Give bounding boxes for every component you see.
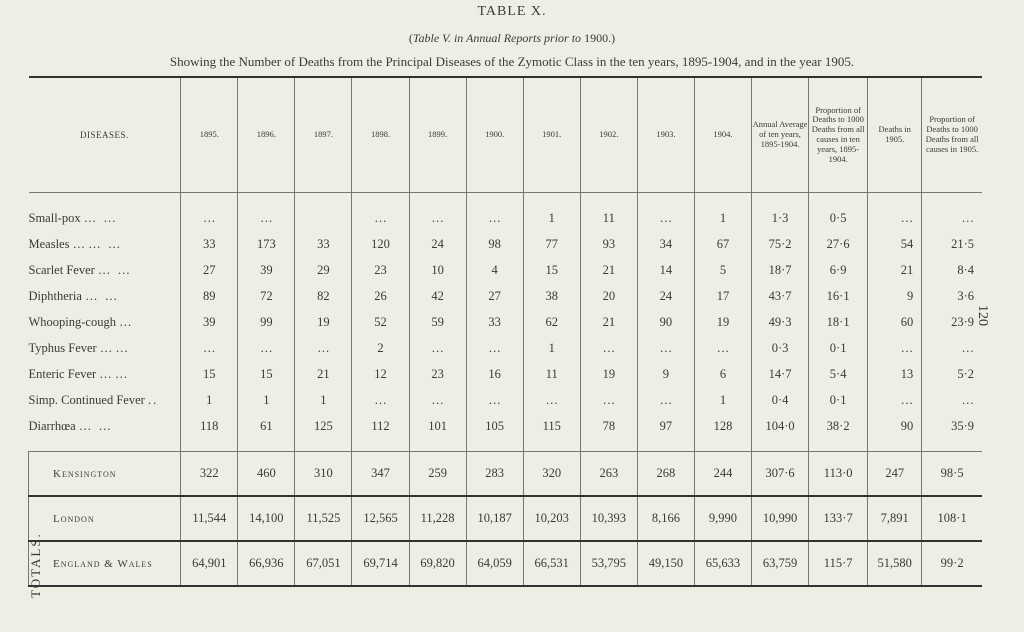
spacer-cell [466,193,523,206]
table-row [29,231,983,257]
table-row [29,257,983,283]
page-number: 120 [975,305,990,326]
spacer-cell [352,193,409,206]
totals-row [29,541,983,586]
totals-value-cell: 66,531 [523,541,580,586]
header-deaths-1905: Deaths in 1905. [868,77,922,193]
value-cell: 0·5 [809,205,868,231]
totals-value-cell: 244 [694,452,751,497]
value-cell: … [922,387,982,413]
value-cell: 0·1 [809,387,868,413]
spacer-cell [809,193,868,206]
totals-value-cell: 69,714 [352,541,409,586]
leader-dots: … … [78,418,113,433]
value-cell: 18·1 [809,309,868,335]
value-cell: 0·1 [809,335,868,361]
value-cell: 16 [466,361,523,387]
value-cell: 13 [868,361,922,387]
disease-name: Simp. Continued Fever [28,392,145,407]
value-cell: 33 [295,231,352,257]
value-cell: … [868,205,922,231]
value-cell: … [637,387,694,413]
totals-value-cell: 65,633 [694,541,751,586]
header-year: 1900. [466,77,523,193]
value-cell: 15 [181,361,238,387]
totals-value-cell: 64,059 [466,541,523,586]
header-year: 1904. [694,77,751,193]
totals-value-cell: 113·0 [809,452,868,497]
disease-name-cell [29,387,181,413]
spacer-cell [922,439,982,452]
value-cell: 9 [637,361,694,387]
value-cell: 99 [238,309,295,335]
value-cell: 72 [238,283,295,309]
spacer-cell [809,439,868,452]
value-cell: 1·3 [752,205,809,231]
value-cell: 1 [523,335,580,361]
value-cell: 75·2 [752,231,809,257]
value-cell: 125 [295,413,352,439]
totals-name: England & Wales [29,541,181,586]
value-cell: 27 [466,283,523,309]
value-cell: … [922,205,982,231]
spacer-cell [238,193,295,206]
spacer-cell [295,439,352,452]
value-cell: … [580,387,637,413]
disease-name: Whooping-cough [28,314,116,329]
disease-name: Typhus Fever … [28,340,113,355]
value-cell: 23·9 [922,309,982,335]
totals-value-cell: 11,228 [409,496,466,541]
totals-value-cell: 307·6 [752,452,809,497]
value-cell: 43·7 [752,283,809,309]
totals-value-cell: 51,580 [868,541,922,586]
totals-value-cell: 53,795 [580,541,637,586]
value-cell: 128 [694,413,751,439]
value-cell: 21 [295,361,352,387]
value-cell: 12 [352,361,409,387]
value-cell: 5·4 [809,361,868,387]
totals-value-cell: 67,051 [295,541,352,586]
value-cell: … [181,335,238,361]
value-cell: 1 [694,205,751,231]
spacer-cell [238,439,295,452]
table-row [29,283,983,309]
totals-value-cell: 11,525 [295,496,352,541]
value-cell: 15 [523,257,580,283]
totals-value-cell: 9,990 [694,496,751,541]
totals-value-cell: 320 [523,452,580,497]
header-proportion-1905: Proportion of Deaths to 1000 Deaths from all causes in 1905. [922,77,982,193]
table-row [29,205,983,231]
disease-name-cell [29,413,181,439]
spacer-cell [868,439,922,452]
value-cell: 104·0 [752,413,809,439]
value-cell: 18·7 [752,257,809,283]
spacer-cell [181,439,238,452]
table-row [29,387,983,413]
value-cell: 16·1 [809,283,868,309]
value-cell: 23 [409,361,466,387]
totals-value-cell: 263 [580,452,637,497]
value-cell: 14 [637,257,694,283]
value-cell: … [580,335,637,361]
value-cell: … [352,205,409,231]
table-subtitle [0,31,1024,46]
totals-value-cell: 11,544 [181,496,238,541]
spacer-cell [29,193,181,206]
value-cell: 49·3 [752,309,809,335]
value-cell: 105 [466,413,523,439]
value-cell: 1 [238,387,295,413]
value-cell: 27 [181,257,238,283]
spacer-cell [752,439,809,452]
value-cell: … [238,205,295,231]
value-cell: 2 [352,335,409,361]
totals-value-cell: 268 [637,452,694,497]
spacer-cell [409,193,466,206]
value-cell: 21·5 [922,231,982,257]
spacer-cell [523,439,580,452]
value-cell: 20 [580,283,637,309]
spacer-cell [523,193,580,206]
disease-name-cell [29,283,181,309]
value-cell: 93 [580,231,637,257]
totals-value-cell: 115·7 [809,541,868,586]
disease-name: Measles … [28,236,86,251]
value-cell: 11 [580,205,637,231]
value-cell: 4 [466,257,523,283]
value-cell: 82 [295,283,352,309]
spacer-row [29,439,983,452]
totals-name: London [29,496,181,541]
value-cell: 67 [694,231,751,257]
spacer-cell [637,439,694,452]
value-cell: … [466,335,523,361]
totals-value-cell: 98·5 [922,452,982,497]
leader-dots: … … [97,262,133,277]
disease-name-cell [29,361,181,387]
value-cell: 97 [637,413,694,439]
value-cell: … [868,335,922,361]
value-cell: 38 [523,283,580,309]
totals-value-cell: 49,150 [637,541,694,586]
totals-vertical-label: TOTALS. [28,532,43,598]
value-cell: 98 [466,231,523,257]
totals-value-cell: 69,820 [409,541,466,586]
value-cell: 1 [181,387,238,413]
value-cell: 89 [181,283,238,309]
value-cell: 11 [523,361,580,387]
totals-value-cell: 347 [352,452,409,497]
disease-name: Small-pox [28,210,81,225]
value-cell: 10 [409,257,466,283]
value-cell: 24 [637,283,694,309]
totals-value-cell: 66,936 [238,541,295,586]
value-cell: 19 [580,361,637,387]
value-cell: 14·7 [752,361,809,387]
leader-dots: … … [85,288,120,303]
leader-dots: .. [147,392,159,407]
value-cell: 21 [580,257,637,283]
leader-dots: … [114,366,130,381]
spacer-cell [295,193,352,206]
value-cell: 112 [352,413,409,439]
header-diseases: DISEASES. [79,129,129,140]
value-cell: 39 [238,257,295,283]
value-cell: … [352,387,409,413]
value-cell: … [238,335,295,361]
value-cell: 35·9 [922,413,982,439]
spacer-cell [181,193,238,206]
header-year: 1896. [238,77,295,193]
value-cell: 1 [523,205,580,231]
value-cell: … [922,335,982,361]
totals-value-cell: 8,166 [637,496,694,541]
spacer-cell [694,439,751,452]
value-cell: 39 [181,309,238,335]
table-title: TABLE X. [477,4,547,19]
value-cell: 61 [238,413,295,439]
disease-name-cell [29,257,181,283]
value-cell: 59 [409,309,466,335]
totals-value-cell: 10,203 [523,496,580,541]
value-cell: 120 [352,231,409,257]
value-cell: … [295,335,352,361]
value-cell: 38·2 [809,413,868,439]
value-cell: 29 [295,257,352,283]
value-cell: … [637,335,694,361]
value-cell: 17 [694,283,751,309]
spacer-cell [409,439,466,452]
value-cell: 78 [580,413,637,439]
value-cell: 62 [523,309,580,335]
value-cell: 77 [523,231,580,257]
leader-dots: … … [88,236,123,251]
header-year: 1897. [295,77,352,193]
totals-row [29,452,983,497]
value-cell: 0·3 [752,335,809,361]
subtitle-prefix: ( [408,31,413,45]
value-cell: 34 [637,231,694,257]
value-cell: 21 [580,309,637,335]
value-cell: 27·6 [809,231,868,257]
header-year: 1895. [181,77,238,193]
totals-name: Kensington [29,452,181,497]
value-cell: 118 [181,413,238,439]
header-row [29,77,983,193]
value-cell: 8·4 [922,257,982,283]
value-cell: … [466,387,523,413]
value-cell: 33 [181,231,238,257]
totals-value-cell: 10,990 [752,496,809,541]
value-cell: 33 [466,309,523,335]
value-cell: 54 [868,231,922,257]
table-row [29,361,983,387]
leader-dots: … … [83,210,118,225]
disease-name: Diarrhœa [28,418,76,433]
totals-value-cell: 133·7 [809,496,868,541]
totals-value-cell: 283 [466,452,523,497]
table-row [29,335,983,361]
disease-name-cell [29,309,181,335]
totals-value-cell: 108·1 [922,496,982,541]
value-cell: … [466,205,523,231]
value-cell: 6 [694,361,751,387]
value-cell: 3·6 [922,283,982,309]
disease-name: Scarlet Fever [28,262,95,277]
leader-dots: … [115,340,130,355]
value-cell: 15 [238,361,295,387]
value-cell: 9 [868,283,922,309]
header-year: 1901. [523,77,580,193]
header-year: 1899. [409,77,466,193]
spacer-cell [922,193,982,206]
header-annual-average: Annual Average of ten years, 1895-1904. [752,77,809,193]
totals-value-cell: 259 [409,452,466,497]
subtitle-italic: Table V. in Annual Reports prior to [412,31,582,45]
value-cell: 90 [637,309,694,335]
value-cell: 19 [694,309,751,335]
value-cell: 0·4 [752,387,809,413]
totals-value-cell: 310 [295,452,352,497]
value-cell: … [637,205,694,231]
totals-value-cell: 99·2 [922,541,982,586]
value-cell: 26 [352,283,409,309]
header-year: 1903. [637,77,694,193]
value-cell: 52 [352,309,409,335]
subtitle-year: 1900.) [581,31,616,45]
value-cell: … [409,205,466,231]
totals-value-cell: 63,759 [752,541,809,586]
spacer-cell [752,193,809,206]
spacer-cell [466,439,523,452]
disease-name-cell [29,335,181,361]
header-proportion-ten-years: Proportion of Deaths to 1000 Deaths from all causes in ten years, 1895-1904. [809,77,868,193]
totals-value-cell: 12,565 [352,496,409,541]
deaths-table [28,76,982,587]
value-cell: 5 [694,257,751,283]
header-year: 1902. [580,77,637,193]
totals-value-cell: 10,187 [466,496,523,541]
totals-value-cell: 14,100 [238,496,295,541]
value-cell: … [409,335,466,361]
value-cell: 23 [352,257,409,283]
disease-name: Diphtheria [28,288,82,303]
table-row [29,309,983,335]
spacer-cell [29,439,181,452]
value-cell: 5·2 [922,361,982,387]
spacer-row [29,193,983,206]
spacer-cell [637,193,694,206]
spacer-cell [868,193,922,206]
header-year: 1898. [352,77,409,193]
spacer-cell [580,193,637,206]
value-cell: … [523,387,580,413]
value-cell: 1 [694,387,751,413]
value-cell: 19 [295,309,352,335]
spacer-cell [580,439,637,452]
leader-dots: … [119,314,134,329]
value-cell: … [694,335,751,361]
value-cell: … [868,387,922,413]
spacer-cell [352,439,409,452]
totals-value-cell: 247 [868,452,922,497]
value-cell: 173 [238,231,295,257]
value-cell: 101 [409,413,466,439]
value-cell: … [181,205,238,231]
value-cell: 1 [295,387,352,413]
disease-name-cell [29,205,181,231]
totals-value-cell: 64,901 [181,541,238,586]
value-cell: 115 [523,413,580,439]
totals-value-cell: 460 [238,452,295,497]
table-row [29,413,983,439]
value-cell: 42 [409,283,466,309]
value-cell [295,205,352,231]
value-cell: 6·9 [809,257,868,283]
value-cell: 60 [868,309,922,335]
spacer-cell [694,193,751,206]
totals-row [29,496,983,541]
totals-value-cell: 7,891 [868,496,922,541]
totals-value-cell: 10,393 [580,496,637,541]
totals-value-cell: 322 [181,452,238,497]
value-cell: … [409,387,466,413]
disease-name: Enteric Fever … [28,366,112,381]
value-cell: 24 [409,231,466,257]
table-caption: Showing the Number of Deaths from the Principal Diseases of the Zymotic Class in the ten years, 1895-1904, and in the year 1905. [169,54,855,69]
value-cell: 90 [868,413,922,439]
disease-name-cell [29,231,181,257]
value-cell: 21 [868,257,922,283]
